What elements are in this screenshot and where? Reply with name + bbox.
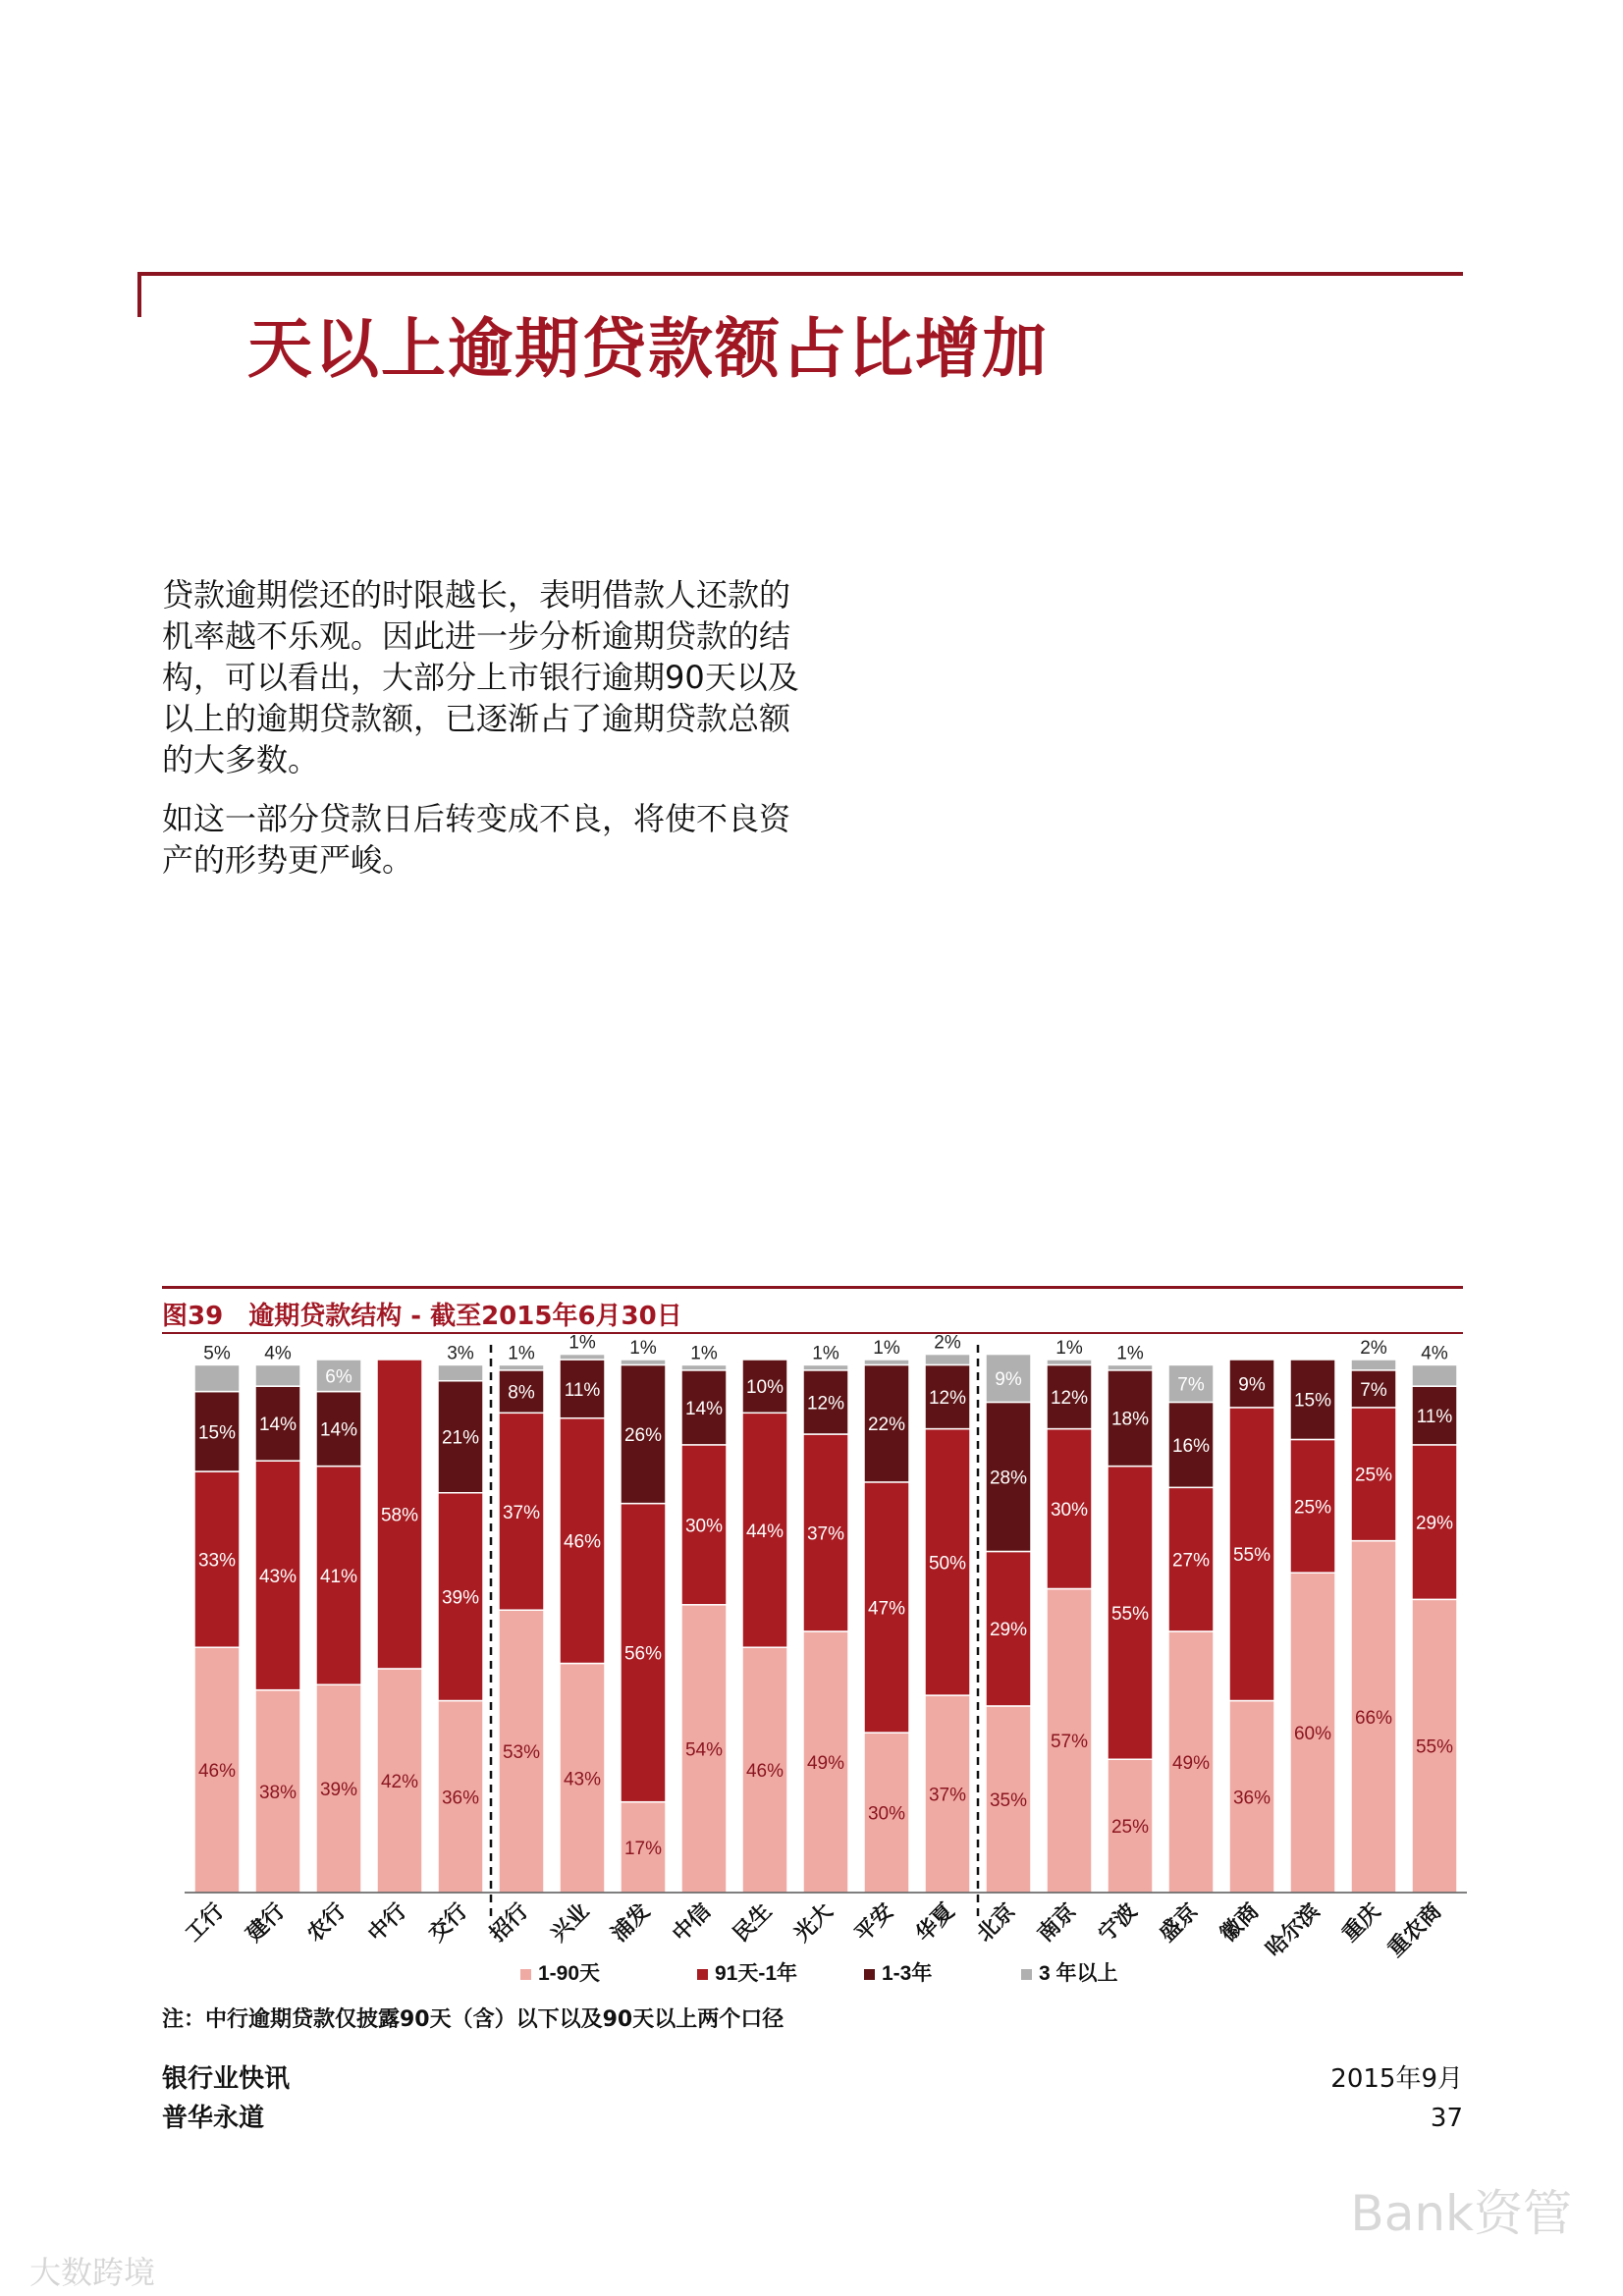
legend-swatch — [864, 1969, 875, 1980]
data-label: 66% — [1354, 1707, 1393, 1729]
data-label: 12% — [1050, 1388, 1089, 1410]
footer-left — [162, 2059, 290, 2138]
data-label: 55% — [1415, 1736, 1454, 1758]
data-label: 43% — [258, 1566, 298, 1587]
bar-segment — [499, 1364, 544, 1369]
data-label: 56% — [623, 1643, 663, 1665]
data-label: 36% — [1232, 1788, 1271, 1809]
data-label: 18% — [1110, 1409, 1150, 1430]
legend-swatch — [1021, 1969, 1032, 1980]
legend-label: 91天-1年 — [715, 1962, 798, 1985]
data-label: 12% — [928, 1388, 967, 1410]
x-tick-label: 重庆 — [1337, 1898, 1386, 1948]
data-label: 36% — [441, 1788, 480, 1809]
data-label: 28% — [989, 1468, 1028, 1489]
x-tick-label: 华夏 — [911, 1898, 960, 1948]
data-label: 1% — [1116, 1343, 1144, 1364]
bar-segment — [560, 1355, 605, 1360]
data-label: 50% — [928, 1553, 967, 1575]
data-label: 29% — [989, 1620, 1028, 1641]
footer-company: 普华永道 — [162, 2104, 265, 2133]
data-label: 25% — [1354, 1465, 1393, 1486]
data-label: 43% — [563, 1769, 602, 1790]
data-label: 37% — [928, 1785, 967, 1806]
data-label: 35% — [989, 1789, 1028, 1811]
x-tick-label: 宁波 — [1094, 1898, 1143, 1948]
data-label: 15% — [1293, 1390, 1332, 1412]
page-title: 天以上逾期贷款额占比增加 — [247, 310, 1049, 387]
data-label: 17% — [623, 1838, 663, 1859]
data-label: 1% — [629, 1338, 657, 1359]
data-label: 26% — [623, 1425, 663, 1447]
data-label: 41% — [319, 1566, 358, 1587]
data-label: 14% — [319, 1419, 358, 1441]
data-label: 4% — [1421, 1343, 1448, 1364]
data-label: 16% — [1171, 1435, 1211, 1457]
x-tick-label: 哈尔滨 — [1261, 1898, 1325, 1962]
data-label: 3% — [447, 1343, 474, 1364]
data-label: 60% — [1293, 1724, 1332, 1745]
footer-page-number: 37 — [1430, 2104, 1463, 2133]
data-label: 37% — [502, 1502, 541, 1523]
figure-number: 图39 — [162, 1302, 224, 1331]
x-tick-label: 交行 — [424, 1898, 473, 1948]
data-label: 4% — [264, 1343, 292, 1364]
data-label: 11% — [1416, 1407, 1453, 1428]
data-label: 58% — [380, 1505, 419, 1526]
data-label: 7% — [1360, 1379, 1387, 1401]
data-label: 38% — [258, 1782, 298, 1803]
legend-label: 3 年以上 — [1039, 1962, 1118, 1985]
data-label: 5% — [203, 1343, 231, 1364]
data-label: 54% — [684, 1739, 724, 1761]
data-label: 10% — [745, 1377, 784, 1399]
bar-segment — [255, 1364, 300, 1386]
data-label: 15% — [197, 1422, 237, 1444]
data-label: 2% — [934, 1332, 961, 1354]
data-label: 30% — [684, 1516, 724, 1537]
data-label: 33% — [197, 1550, 237, 1572]
x-tick-label: 中信 — [668, 1898, 717, 1948]
data-label: 47% — [867, 1598, 906, 1620]
data-label: 14% — [684, 1398, 724, 1419]
figure-title: 逾期贷款结构 - 截至2015年6月30日 — [248, 1302, 682, 1331]
data-label: 25% — [1293, 1497, 1332, 1519]
bar-segment — [1351, 1360, 1396, 1370]
x-tick-label: 重农商 — [1382, 1898, 1447, 1962]
x-tick-label: 盛京 — [1155, 1898, 1204, 1948]
data-label: 6% — [325, 1366, 352, 1388]
x-tick-label: 兴业 — [546, 1898, 595, 1948]
legend-label: 1-3年 — [882, 1962, 933, 1985]
data-label: 14% — [258, 1415, 298, 1436]
bar-segment — [438, 1364, 483, 1380]
x-tick-label: 南京 — [1033, 1898, 1082, 1948]
data-label: 25% — [1110, 1817, 1150, 1839]
data-label: 39% — [319, 1780, 358, 1801]
data-label: 1% — [873, 1338, 900, 1359]
x-tick-label: 招行 — [485, 1898, 534, 1948]
data-label: 30% — [867, 1803, 906, 1825]
data-label: 49% — [806, 1752, 845, 1774]
legend-label: 1-90天 — [538, 1962, 601, 1985]
data-label: 44% — [745, 1521, 784, 1542]
data-label: 22% — [867, 1415, 906, 1436]
data-label: 8% — [508, 1382, 535, 1404]
data-label: 49% — [1171, 1752, 1211, 1774]
bar-segment — [925, 1355, 970, 1365]
data-label: 1% — [568, 1332, 596, 1354]
legend-swatch — [697, 1969, 708, 1980]
legend-swatch — [520, 1969, 531, 1980]
data-label: 46% — [745, 1761, 784, 1783]
x-tick-label: 平安 — [850, 1898, 899, 1948]
data-label: 29% — [1415, 1513, 1454, 1534]
data-label: 46% — [197, 1761, 237, 1783]
bar-segment — [681, 1364, 727, 1369]
x-tick-label: 浦发 — [607, 1898, 656, 1948]
intro-paragraph-1: 贷款逾期偿还的时限越长，表明借款人还款的机率越不乐观。因此进一步分析逾期贷款的结构，可以看出，大部分上市银行逾期90天以及以上的逾期贷款额，已逐渐占了逾期贷款总额的大多数。 — [162, 576, 799, 778]
data-label: 9% — [995, 1369, 1022, 1391]
data-label: 39% — [441, 1587, 480, 1609]
data-label: 55% — [1110, 1603, 1150, 1625]
x-tick-label: 建行 — [242, 1898, 291, 1948]
data-label: 42% — [380, 1771, 419, 1792]
data-label: 7% — [1177, 1374, 1205, 1396]
intro-paragraph-2: 如这一部分贷款日后转变成不良，将使不良资产的形势更严峻。 — [162, 800, 791, 879]
x-tick-label: 农行 — [302, 1898, 352, 1948]
chart-note: 注：中行逾期贷款仅披露90天（含）以下以及90天以上两个口径 — [162, 2007, 784, 2032]
x-tick-label: 北京 — [972, 1898, 1021, 1948]
data-label: 57% — [1050, 1732, 1089, 1753]
x-tick-label: 民生 — [729, 1898, 778, 1948]
x-tick-label: 工行 — [181, 1898, 230, 1948]
bar-segment — [194, 1364, 240, 1391]
data-label: 53% — [502, 1742, 541, 1764]
data-label: 1% — [1055, 1338, 1083, 1359]
x-tick-label: 中行 — [363, 1898, 412, 1948]
data-label: 37% — [806, 1523, 845, 1545]
bar-segment — [621, 1360, 666, 1364]
data-label: 1% — [812, 1343, 839, 1364]
footer-date: 2015年9月 — [1330, 2064, 1463, 2094]
data-label: 21% — [441, 1427, 480, 1449]
watermark-dashu: 大数跨境 — [29, 2254, 156, 2291]
data-label: 30% — [1050, 1500, 1089, 1522]
watermark-bank: Bank资管 — [1350, 2185, 1572, 2242]
footer-publication: 银行业快讯 — [162, 2064, 291, 2094]
bar-segment — [803, 1364, 848, 1369]
data-label: 1% — [690, 1343, 718, 1364]
data-label: 27% — [1171, 1550, 1211, 1572]
data-label: 55% — [1232, 1545, 1271, 1567]
bar-segment — [1412, 1364, 1457, 1386]
bar-segment — [864, 1360, 909, 1364]
data-label: 46% — [563, 1531, 602, 1553]
bar-segment — [1108, 1364, 1153, 1369]
x-tick-label: 光大 — [789, 1898, 839, 1948]
bar-segment — [1047, 1360, 1092, 1364]
data-label: 9% — [1238, 1374, 1266, 1396]
x-tick-label: 徽商 — [1216, 1898, 1265, 1948]
footer-right — [1330, 2059, 1463, 2138]
data-label: 1% — [508, 1343, 535, 1364]
data-label: 2% — [1360, 1338, 1387, 1359]
data-label: 11% — [564, 1379, 601, 1401]
data-label: 12% — [806, 1393, 845, 1415]
